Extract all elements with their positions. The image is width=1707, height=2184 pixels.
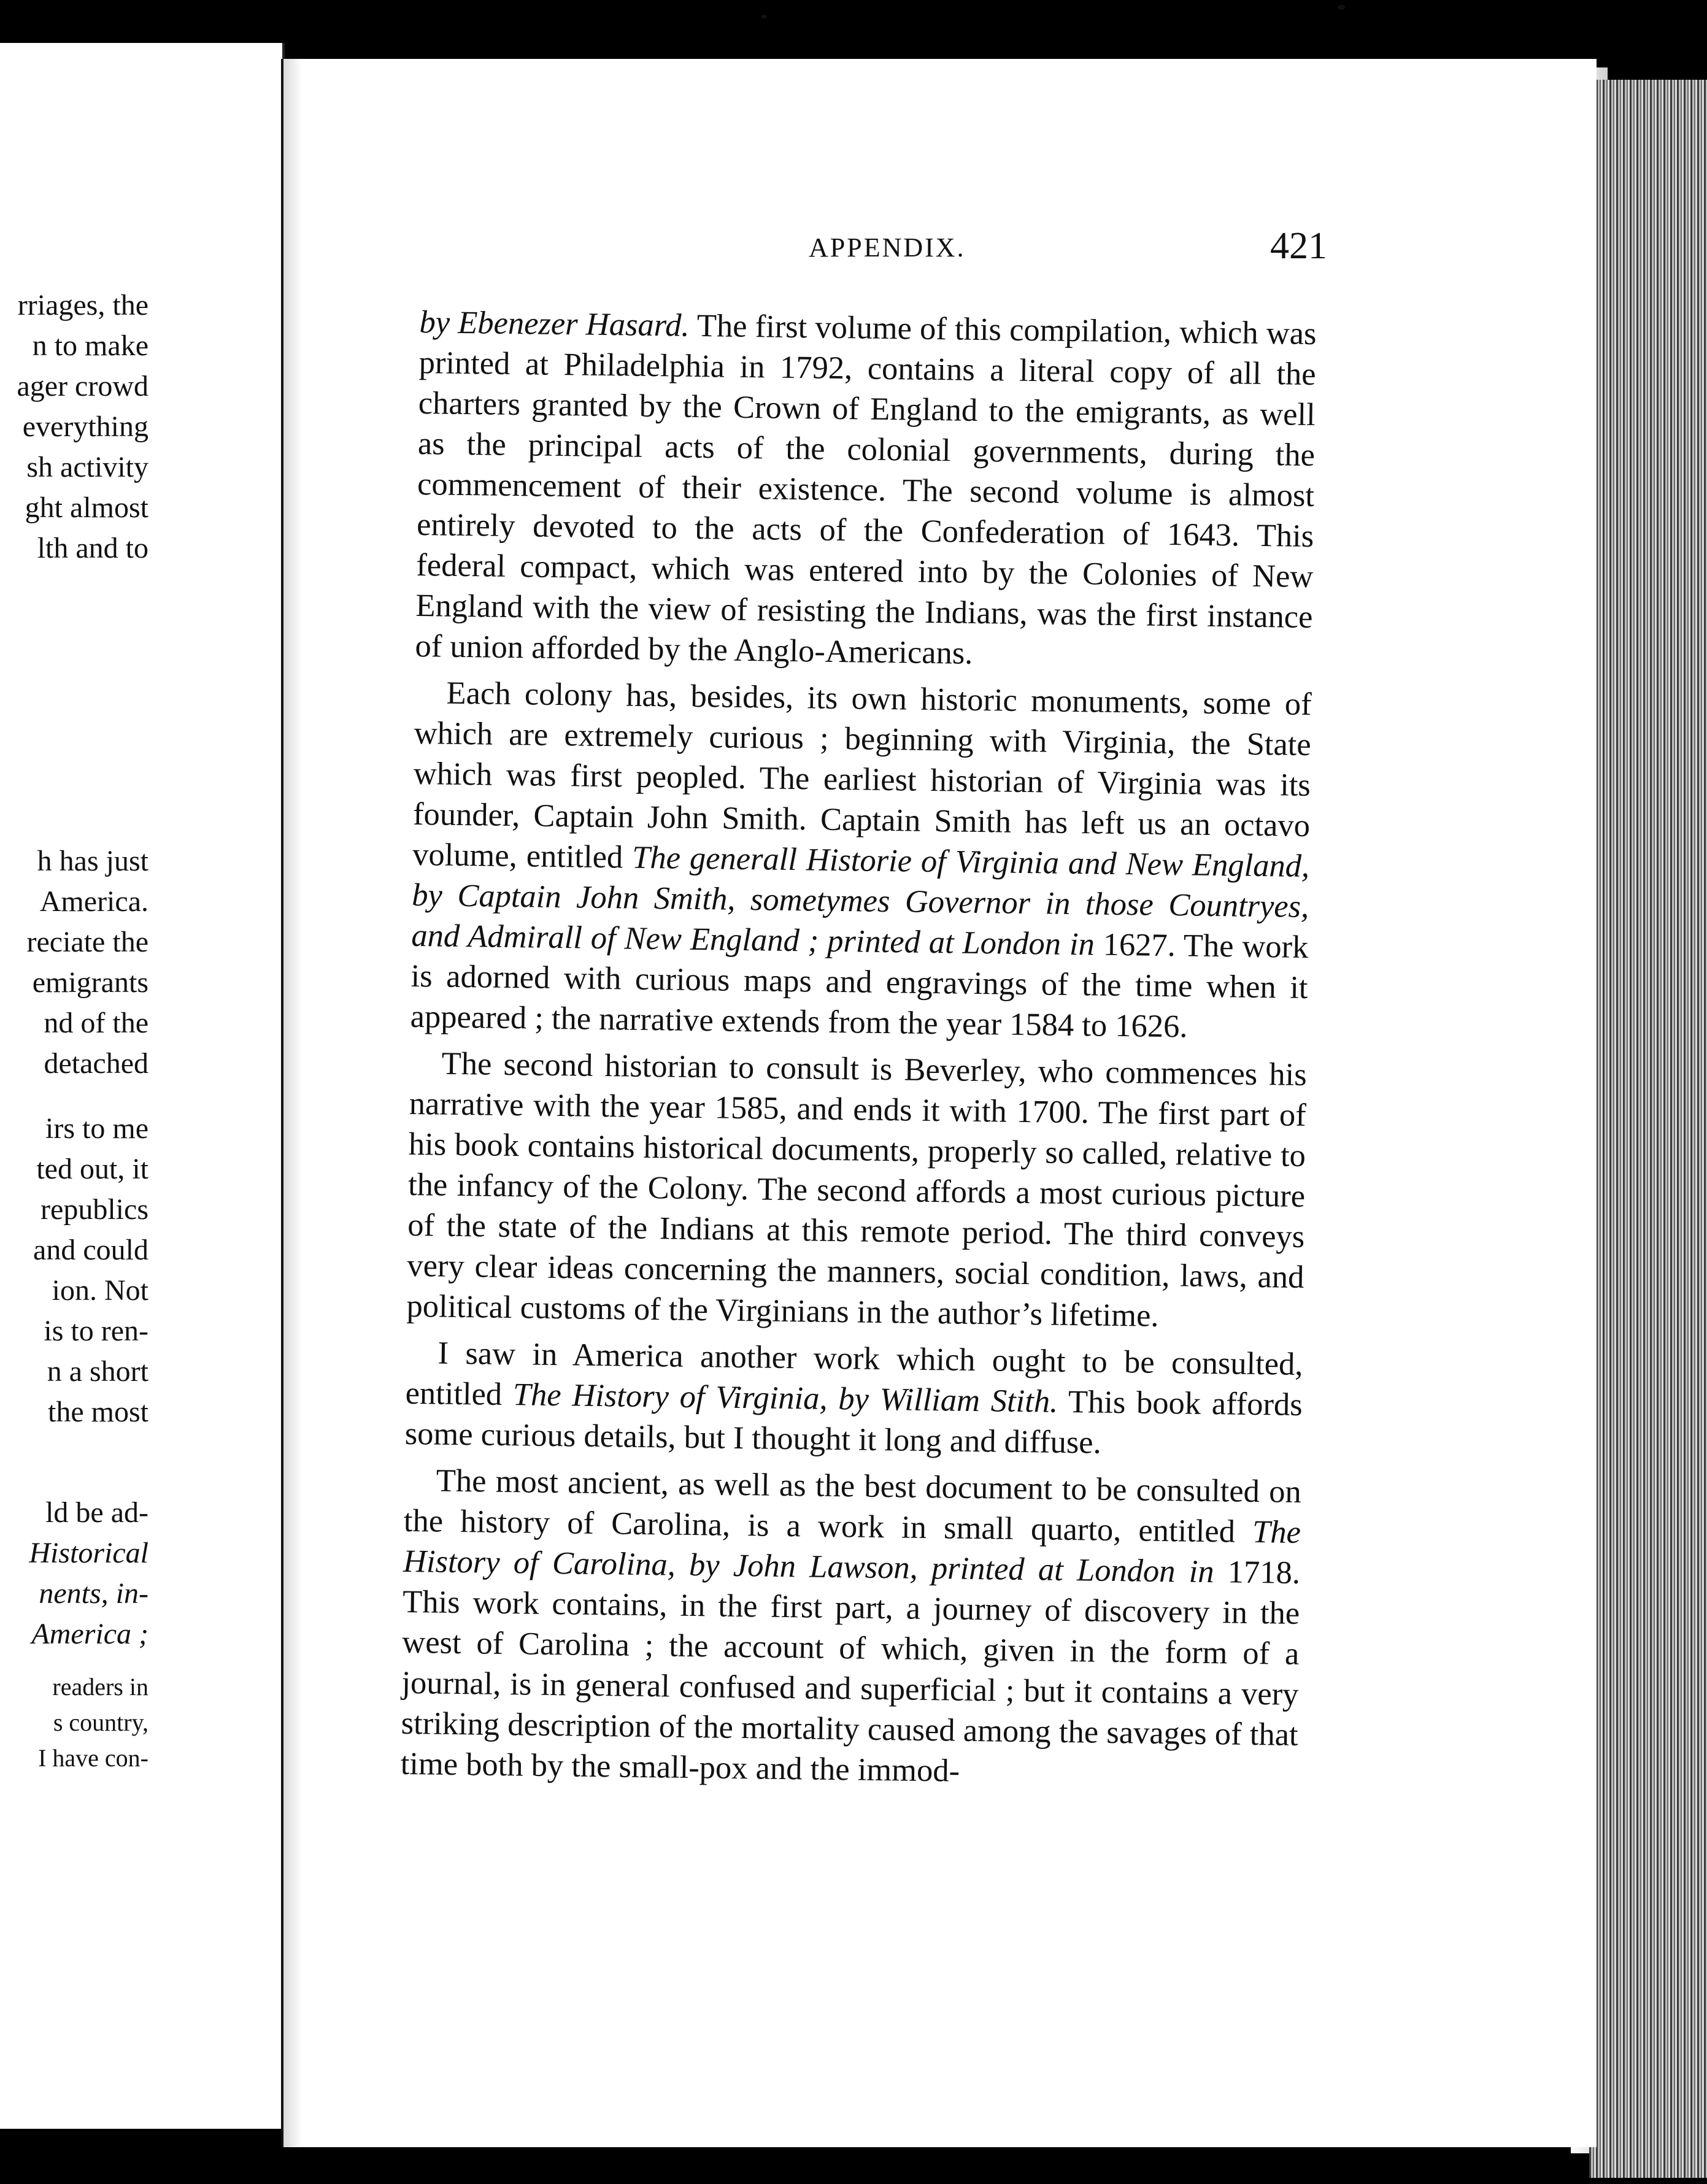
paragraph <box>406 1043 1307 1338</box>
page-number: 421 <box>1270 225 1327 267</box>
paragraph <box>400 1460 1301 1796</box>
paragraph-text: 1718. This work contains, in the first part, a journey of discovery in the west of Carolina ; the account of which, given in the form of a journal, is in general confused and superficial ; but it contains a very striking description of the mortality caused among the savages of that time both by the small-pox and the immod- <box>400 1554 1301 1789</box>
left-page-line: America. <box>39 885 148 918</box>
paragraph-text: This book affords some curious details, but I thought it long and diffuse. <box>404 1383 1303 1461</box>
paragraph <box>410 672 1312 1048</box>
left-page-footnote-line: s country, <box>53 1709 148 1736</box>
left-page-line: n a short <box>47 1355 148 1388</box>
left-page-line: ion. Not <box>52 1274 148 1307</box>
paragraph-text: 1627. The work is adorned with curious maps and engravings of the time when it appeared ; the narrative extends from the year 1584 to 1626. <box>410 926 1309 1045</box>
italic-text: by Ebenezer Hasard. <box>419 304 690 344</box>
previous-page-fragment <box>0 43 285 2129</box>
paragraph <box>404 1332 1303 1466</box>
body-text <box>400 302 1317 1802</box>
left-page-line: ght almost <box>25 491 148 524</box>
left-page-line: the most <box>48 1396 148 1428</box>
left-page-line: detached <box>44 1047 148 1080</box>
left-page-footnote-line: I have con- <box>38 1744 148 1772</box>
left-page-line: sh activity <box>26 451 148 483</box>
book-page <box>281 59 1597 2147</box>
paragraph-text: The most ancient, as well as the best document to be consulted on the history of Carolina, is a work in small quarto, entitled <box>403 1463 1302 1550</box>
left-page-line: irs to me <box>45 1112 148 1145</box>
left-page-line: republics <box>40 1193 148 1226</box>
paragraph-text: The second historian to consult is Beverley, who commences his narrative with the year 1585, and ends it with 1700. The first part of his book contains historical documents, properly so called, relative to the infancy of the Colony. The second affords a most curious picture of the state of the Indians at this remote period. The third conveys very clear ideas concerning the manners, social condition, laws, and political customs of the Virginians in the author’s lifetime. <box>406 1045 1308 1334</box>
left-page-line: ld be ad- <box>45 1496 148 1529</box>
running-head: APPENDIX. <box>809 233 966 263</box>
paragraph <box>415 302 1317 678</box>
left-page-line: nents, in- <box>39 1577 148 1610</box>
scan-speck <box>761 15 767 18</box>
book-page-edges <box>1589 80 1707 2178</box>
left-page-line: ted out, it <box>36 1153 148 1185</box>
left-page-line: is to ren- <box>44 1315 148 1347</box>
left-page-footnote-line: readers in <box>52 1673 148 1701</box>
left-page-line: h has just <box>37 845 148 877</box>
italic-text: The History of Carolina, by John Lawson, printed at London in <box>403 1513 1301 1590</box>
paragraph-text: Each colony has, besides, its own historic monuments, some of which are extremely curious ; beginning with Virginia, the State which was first peopled. The earliest historian of Virginia was its founder, Captain John Smith. Captain Smith has left us an octavo volume, entitled <box>412 675 1312 875</box>
left-page-line: Historical <box>29 1537 148 1569</box>
scan-speck <box>1338 5 1345 10</box>
italic-text: The History of Virginia, by William Stith. <box>512 1377 1058 1420</box>
paragraph-text: I saw in America another work which ought to be consulted, entitled <box>405 1335 1303 1413</box>
paragraph-text: The first volume of this compilation, which was printed at Philadelphia in 1792, contains a literal copy of all the charters granted by the Crown of England to the emigrants, as well as the principal acts of the colonial governments, during the commencement of their existence. The second volume is almost entirely devoted to the acts of the Confederation of 1643. This federal compact, which was entered into by the Colonies of New England with the view of resisting the Indians, was the first instance of union afforded by the Anglo-Americans. <box>415 307 1317 671</box>
italic-text: The generall Historie of Virginia and New England, by Captain John Smith, sometymes Governor in those Countryes, and Admirall of New England ; printed at London in <box>411 839 1310 963</box>
left-page-line: everything <box>22 410 148 443</box>
left-page-line: emigrants <box>32 966 148 999</box>
left-page-line: America ; <box>31 1618 148 1650</box>
left-page-line: ager crowd <box>17 370 148 402</box>
left-page-line: nd of the <box>44 1007 148 1039</box>
left-page-line: lth and to <box>37 532 148 564</box>
left-page-line: n to make <box>32 329 148 362</box>
left-page-line: and could <box>33 1234 148 1266</box>
left-page-line: rriages, the <box>17 289 148 321</box>
left-page-line: reciate the <box>26 926 148 958</box>
